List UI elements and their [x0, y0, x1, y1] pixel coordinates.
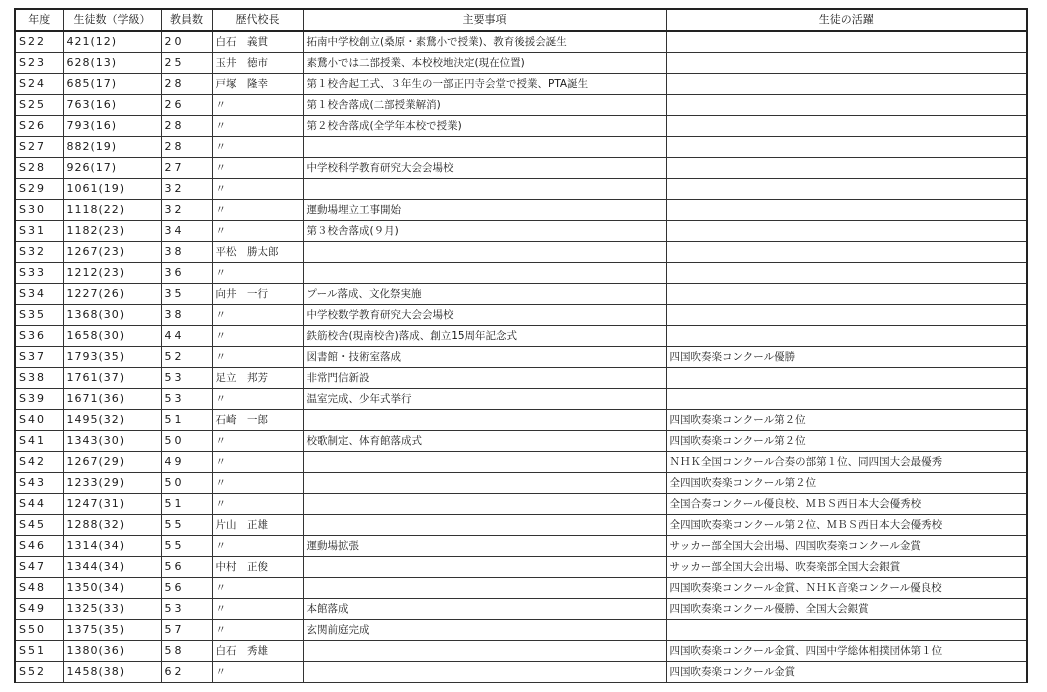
cell-students: 1233(29) [63, 473, 161, 494]
cell-events: 拓南中学校創立(桑原・素鵞小で授業)、教育後援会誕生 [303, 31, 666, 53]
cell-year: S28 [15, 158, 63, 179]
table-row [15, 137, 1027, 158]
cell-students: 1227(26) [63, 284, 161, 305]
cell-students: 1761(37) [63, 368, 161, 389]
cell-year: S38 [15, 368, 63, 389]
cell-teachers: 28 [161, 116, 212, 137]
cell-students: 1061(19) [63, 179, 161, 200]
cell-year: S39 [15, 389, 63, 410]
cell-year: S48 [15, 578, 63, 599]
cell-teachers: 55 [161, 515, 212, 536]
cell-students: 1343(30) [63, 431, 161, 452]
cell-students: 1380(36) [63, 641, 161, 662]
cell-activities [666, 263, 1027, 284]
cell-year: S27 [15, 137, 63, 158]
cell-events [303, 452, 666, 473]
table-row [15, 389, 1027, 410]
cell-events [303, 557, 666, 578]
cell-students: 1375(35) [63, 620, 161, 641]
table-row [15, 368, 1027, 389]
table-body [15, 31, 1027, 683]
cell-year: S24 [15, 74, 63, 95]
table-row [15, 200, 1027, 221]
cell-year: S42 [15, 452, 63, 473]
cell-students: 1658(30) [63, 326, 161, 347]
cell-students: 1267(23) [63, 242, 161, 263]
cell-students: 1212(23) [63, 263, 161, 284]
cell-teachers: 34 [161, 221, 212, 242]
cell-year: S52 [15, 662, 63, 683]
cell-teachers: 56 [161, 557, 212, 578]
cell-year: S31 [15, 221, 63, 242]
cell-students: 1368(30) [63, 305, 161, 326]
table-row [15, 599, 1027, 620]
cell-principal: 白石 秀雄 [212, 641, 303, 662]
cell-events [303, 473, 666, 494]
cell-events [303, 662, 666, 683]
cell-year: S35 [15, 305, 63, 326]
cell-events [303, 494, 666, 515]
cell-students: 1267(29) [63, 452, 161, 473]
cell-principal: 〃 [212, 620, 303, 641]
table-row [15, 347, 1027, 368]
cell-principal: 〃 [212, 263, 303, 284]
cell-principal: 〃 [212, 305, 303, 326]
cell-events: 第３校舎落成(９月) [303, 221, 666, 242]
table-row [15, 473, 1027, 494]
cell-teachers: 20 [161, 31, 212, 53]
cell-students: 628(13) [63, 53, 161, 74]
table-row [15, 515, 1027, 536]
cell-events [303, 641, 666, 662]
cell-principal: 〃 [212, 326, 303, 347]
cell-events: 中学校科学教育研究大会会場校 [303, 158, 666, 179]
table-row [15, 431, 1027, 452]
header-activities: 生徒の活躍 [666, 9, 1027, 31]
cell-events [303, 578, 666, 599]
table-row [15, 74, 1027, 95]
cell-activities [666, 53, 1027, 74]
table-row [15, 641, 1027, 662]
cell-principal: 石崎 一郎 [212, 410, 303, 431]
cell-year: S26 [15, 116, 63, 137]
cell-teachers: 62 [161, 662, 212, 683]
cell-students: 1288(32) [63, 515, 161, 536]
table-row [15, 158, 1027, 179]
cell-year: S50 [15, 620, 63, 641]
header-teachers: 教員数 [161, 9, 212, 31]
cell-principal: 〃 [212, 347, 303, 368]
cell-activities [666, 95, 1027, 116]
cell-year: S46 [15, 536, 63, 557]
cell-year: S25 [15, 95, 63, 116]
cell-teachers: 25 [161, 53, 212, 74]
cell-activities: 四国吹奏楽コンクール優勝 [666, 347, 1027, 368]
cell-activities: 四国吹奏楽コンクール金賞 [666, 662, 1027, 683]
cell-principal: 〃 [212, 158, 303, 179]
cell-activities [666, 221, 1027, 242]
cell-events: 運動場埋立工事開始 [303, 200, 666, 221]
cell-teachers: 38 [161, 305, 212, 326]
cell-teachers: 57 [161, 620, 212, 641]
cell-year: S49 [15, 599, 63, 620]
table-row [15, 578, 1027, 599]
cell-principal: 〃 [212, 494, 303, 515]
cell-events [303, 242, 666, 263]
cell-principal: 中村 正俊 [212, 557, 303, 578]
cell-events: 第１校舎落成(二部授業解消) [303, 95, 666, 116]
cell-activities [666, 158, 1027, 179]
cell-events: 第１校舎起工式、３年生の一部正円寺会堂で授業、PTA誕生 [303, 74, 666, 95]
cell-events [303, 263, 666, 284]
cell-principal: 〃 [212, 389, 303, 410]
cell-activities: 四国吹奏楽コンクール第２位 [666, 410, 1027, 431]
cell-principal: 〃 [212, 116, 303, 137]
cell-year: S32 [15, 242, 63, 263]
cell-principal: 〃 [212, 200, 303, 221]
cell-students: 1344(34) [63, 557, 161, 578]
table-row [15, 536, 1027, 557]
cell-activities [666, 305, 1027, 326]
cell-events: 運動場拡張 [303, 536, 666, 557]
cell-year: S36 [15, 326, 63, 347]
cell-activities: 全四国吹奏楽コンクール第２位、ＭＢＳ西日本大会優秀校 [666, 515, 1027, 536]
cell-principal: 〃 [212, 431, 303, 452]
cell-events: 本館落成 [303, 599, 666, 620]
cell-events: 玄関前庭完成 [303, 620, 666, 641]
table-row [15, 494, 1027, 515]
cell-activities [666, 200, 1027, 221]
table-row [15, 263, 1027, 284]
header-students: 生徒数（学級） [63, 9, 161, 31]
cell-activities: 四国吹奏楽コンクール優勝、全国大会銀賞 [666, 599, 1027, 620]
cell-teachers: 32 [161, 200, 212, 221]
cell-activities: 四国吹奏楽コンクール金賞、四国中学総体相撲団体第１位 [666, 641, 1027, 662]
cell-activities [666, 179, 1027, 200]
cell-events [303, 515, 666, 536]
cell-teachers: 26 [161, 95, 212, 116]
cell-principal: 戸塚 隆幸 [212, 74, 303, 95]
cell-students: 1325(33) [63, 599, 161, 620]
cell-events [303, 137, 666, 158]
cell-teachers: 36 [161, 263, 212, 284]
cell-teachers: 53 [161, 389, 212, 410]
cell-activities: 全四国吹奏楽コンクール第２位 [666, 473, 1027, 494]
cell-activities: ＮＨＫ全国コンクール合奏の部第１位、同四国大会最優秀 [666, 452, 1027, 473]
cell-principal: 〃 [212, 452, 303, 473]
cell-principal: 〃 [212, 95, 303, 116]
cell-students: 926(17) [63, 158, 161, 179]
header-principal: 歴代校長 [212, 9, 303, 31]
header-events: 主要事項 [303, 9, 666, 31]
cell-teachers: 53 [161, 368, 212, 389]
cell-principal: 片山 正雄 [212, 515, 303, 536]
cell-events: 図書館・技術室落成 [303, 347, 666, 368]
cell-activities: サッカー部全国大会出場、四国吹奏楽コンクール金賞 [666, 536, 1027, 557]
cell-year: S44 [15, 494, 63, 515]
header-year: 年度 [15, 9, 63, 31]
cell-activities [666, 137, 1027, 158]
table-row [15, 31, 1027, 53]
cell-students: 685(17) [63, 74, 161, 95]
table-row [15, 221, 1027, 242]
table-row [15, 284, 1027, 305]
cell-activities [666, 368, 1027, 389]
cell-principal: 〃 [212, 137, 303, 158]
cell-events: 第２校舎落成(全学年本校で授業) [303, 116, 666, 137]
cell-teachers: 51 [161, 410, 212, 431]
cell-students: 1671(36) [63, 389, 161, 410]
cell-students: 1182(23) [63, 221, 161, 242]
cell-principal: 玉井 徳市 [212, 53, 303, 74]
table-row [15, 452, 1027, 473]
cell-year: S40 [15, 410, 63, 431]
cell-teachers: 28 [161, 74, 212, 95]
cell-teachers: 53 [161, 599, 212, 620]
cell-teachers: 28 [161, 137, 212, 158]
header-row [15, 9, 1027, 31]
table-row [15, 179, 1027, 200]
cell-events: 鉄筋校舎(現南校舎)落成、創立15周年記念式 [303, 326, 666, 347]
cell-teachers: 49 [161, 452, 212, 473]
cell-year: S47 [15, 557, 63, 578]
cell-students: 763(16) [63, 95, 161, 116]
cell-students: 1118(22) [63, 200, 161, 221]
cell-principal: 〃 [212, 179, 303, 200]
cell-students: 1314(34) [63, 536, 161, 557]
cell-year: S30 [15, 200, 63, 221]
cell-teachers: 27 [161, 158, 212, 179]
cell-principal: 〃 [212, 473, 303, 494]
cell-teachers: 50 [161, 473, 212, 494]
cell-year: S29 [15, 179, 63, 200]
cell-principal: 足立 邦芳 [212, 368, 303, 389]
cell-year: S45 [15, 515, 63, 536]
cell-events: 非常門信新設 [303, 368, 666, 389]
table-row [15, 116, 1027, 137]
table-row [15, 53, 1027, 74]
table-row [15, 662, 1027, 683]
cell-events: 素鵞小では二部授業、本校校地決定(現在位置) [303, 53, 666, 74]
cell-activities [666, 620, 1027, 641]
cell-students: 1247(31) [63, 494, 161, 515]
cell-year: S43 [15, 473, 63, 494]
cell-students: 421(12) [63, 31, 161, 53]
cell-year: S33 [15, 263, 63, 284]
cell-activities [666, 74, 1027, 95]
cell-principal: 〃 [212, 221, 303, 242]
cell-year: S37 [15, 347, 63, 368]
table-row [15, 242, 1027, 263]
cell-activities: 四国吹奏楽コンクール第２位 [666, 431, 1027, 452]
cell-principal: 〃 [212, 536, 303, 557]
cell-students: 882(19) [63, 137, 161, 158]
cell-principal: 向井 一行 [212, 284, 303, 305]
cell-activities [666, 284, 1027, 305]
cell-principal: 白石 義貫 [212, 31, 303, 53]
cell-events [303, 410, 666, 431]
cell-teachers: 32 [161, 179, 212, 200]
cell-activities: 全国合奏コンクール優良校、ＭＢＳ西日本大会優秀校 [666, 494, 1027, 515]
cell-principal: 〃 [212, 662, 303, 683]
cell-year: S34 [15, 284, 63, 305]
cell-teachers: 55 [161, 536, 212, 557]
cell-teachers: 44 [161, 326, 212, 347]
cell-events: 校歌制定、体育館落成式 [303, 431, 666, 452]
cell-activities [666, 116, 1027, 137]
table-row [15, 326, 1027, 347]
table-row [15, 95, 1027, 116]
cell-students: 1458(38) [63, 662, 161, 683]
cell-students: 1793(35) [63, 347, 161, 368]
cell-teachers: 52 [161, 347, 212, 368]
cell-principal: 〃 [212, 578, 303, 599]
cell-students: 1495(32) [63, 410, 161, 431]
cell-teachers: 35 [161, 284, 212, 305]
cell-students: 793(16) [63, 116, 161, 137]
cell-principal: 〃 [212, 599, 303, 620]
table-row [15, 410, 1027, 431]
cell-activities [666, 389, 1027, 410]
table-row [15, 620, 1027, 641]
history-table [14, 8, 1028, 683]
cell-year: S41 [15, 431, 63, 452]
cell-teachers: 58 [161, 641, 212, 662]
table-row [15, 557, 1027, 578]
cell-year: S51 [15, 641, 63, 662]
cell-students: 1350(34) [63, 578, 161, 599]
cell-teachers: 50 [161, 431, 212, 452]
cell-teachers: 56 [161, 578, 212, 599]
table-row [15, 305, 1027, 326]
cell-teachers: 38 [161, 242, 212, 263]
cell-events: プール落成、文化祭実施 [303, 284, 666, 305]
cell-activities: サッカー部全国大会出場、吹奏楽部全国大会銀賞 [666, 557, 1027, 578]
cell-teachers: 51 [161, 494, 212, 515]
cell-activities [666, 31, 1027, 53]
cell-year: S23 [15, 53, 63, 74]
cell-events: 中学校数学教育研究大会会場校 [303, 305, 666, 326]
cell-activities [666, 326, 1027, 347]
cell-events [303, 179, 666, 200]
cell-principal: 平松 勝太郎 [212, 242, 303, 263]
cell-year: S22 [15, 31, 63, 53]
cell-events: 温室完成、少年式挙行 [303, 389, 666, 410]
cell-activities: 四国吹奏楽コンクール金賞、ＮＨＫ音楽コンクール優良校 [666, 578, 1027, 599]
cell-activities [666, 242, 1027, 263]
